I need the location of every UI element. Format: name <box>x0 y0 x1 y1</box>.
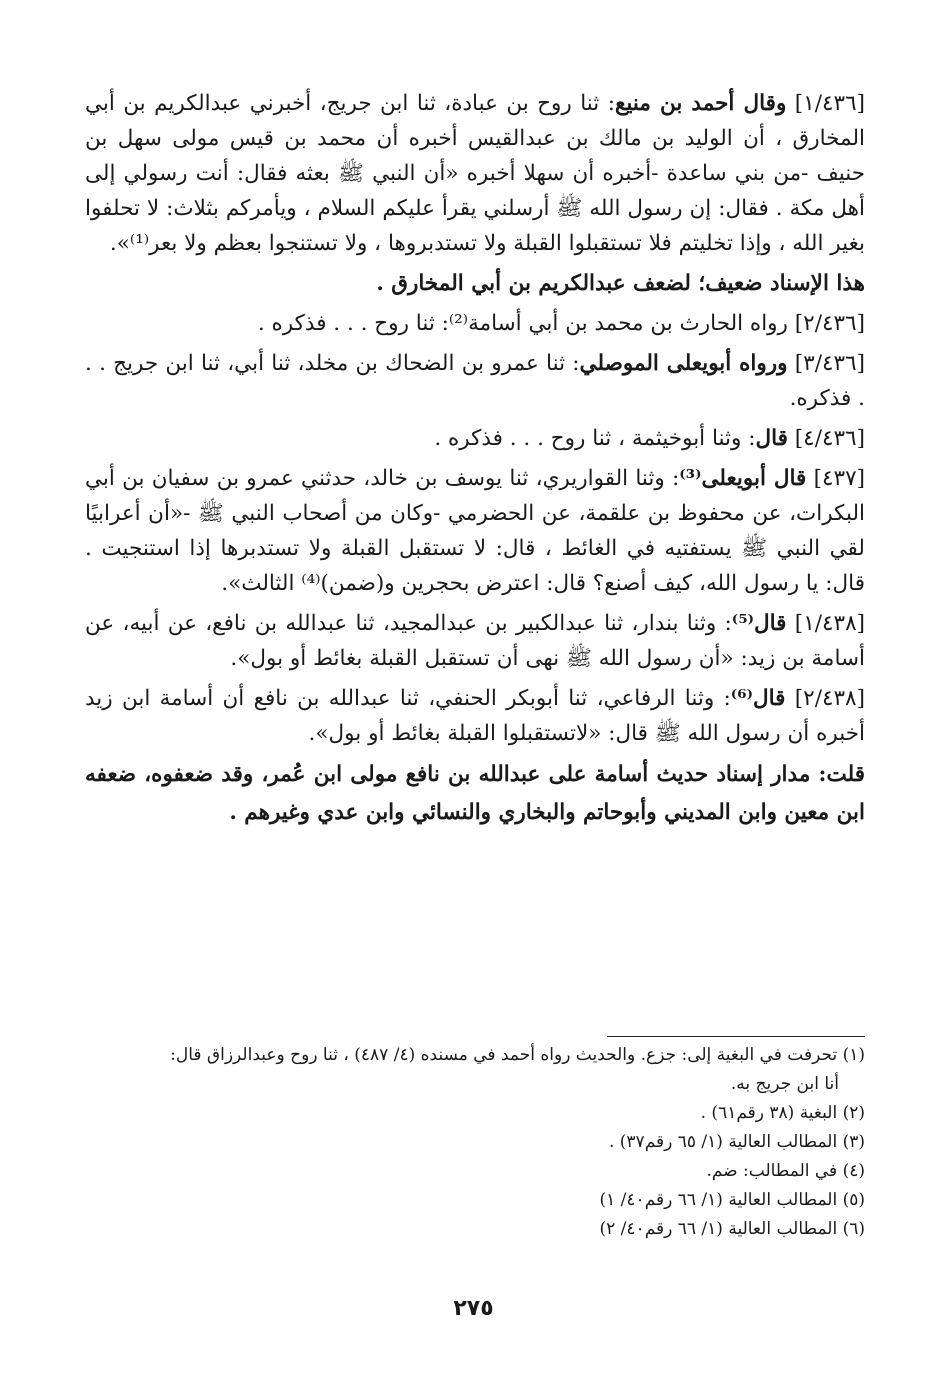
hadith-paragraph <box>85 421 865 456</box>
hadith-lead: قال <box>755 426 788 451</box>
hadith-lead: قال⁽⁶⁾ <box>730 686 786 711</box>
hadith-paragraph <box>85 346 865 416</box>
grading-paragraph <box>85 266 865 301</box>
hadith-text: : وثنا الرفاعي، ثنا أبوبكر الحنفي، ثنا عبدالله بن نافع أن أسامة ابن زيد أخبره أن رسول الله ﷺ قال: «لاتستقبلوا القبلة بغائط أو بول». <box>85 686 865 746</box>
footnote: (١) تحرفت في البغية إلى: جزع. والحديث رواه أحمد في مسنده (٤/ ٤٨٧) ، ثنا روح وعبدالرزاق قال: <box>170 1045 865 1065</box>
hadith-reference: [٤/٤٣٦] <box>794 426 865 451</box>
footnote: (٥) المطالب العالية (١/ ٦٦ رقم٤٠/ ١) <box>599 1190 865 1210</box>
hadith-text: : ثنا روح بن عبادة، ثنا ابن جريج، أخبرني عبدالكريم بن أبي المخارق ، أن الوليد بن مالك بن عبدالقيس أخبره أن محمد بن قيس مولى سهل بن حنيف -من بني ساعدة -أخبره أن سهلا أخبره «أن النبي ﷺ بعثه فقال: أنت رسولي إلى أهل مكة . فقال: إن رسول الله ﷺ أرسلني يقرأ عليكم السلام ، ويأمركم بثلاث: لا تحلفوا بغير الله ، وإذا تخليتم فلا تستقبلوا القبلة ولا تستدبروها ، ولا تستنجوا بعظم ولا بعر⁽¹⁾». <box>85 91 865 256</box>
hadith-paragraph <box>85 86 865 261</box>
footnote: (٦) المطالب العالية (١/ ٦٦ رقم٤٠/ ٢) <box>599 1219 865 1239</box>
hadith-paragraph <box>85 681 865 751</box>
hadith-reference: [٢/٤٣٦] <box>794 311 865 336</box>
hadith-paragraph <box>85 306 865 341</box>
hadith-reference: [٢/٤٣٨] <box>794 686 865 711</box>
hadith-paragraph <box>85 606 865 676</box>
hadith-reference: [١/٤٣٦] <box>794 91 865 116</box>
hadith-paragraph <box>85 461 865 601</box>
hadith-lead: ورواه أبويعلى الموصلي <box>579 351 788 376</box>
footnote: (٣) المطالب العالية (١/ ٦٥ رقم٣٧) . <box>608 1132 865 1152</box>
hadith-lead: قال أبويعلى⁽³⁾ <box>679 466 807 491</box>
footnote: (٢) البغية (٣٨ رقم٦١) . <box>700 1103 865 1123</box>
hadith-text: رواه الحارث بن محمد بن أبي أسامة⁽²⁾: ثنا روح . . . فذكره . <box>257 311 795 336</box>
hadith-lead: قال⁽⁵⁾ <box>731 611 787 636</box>
main-text <box>85 86 865 832</box>
hadith-reference: [١/٤٣٨] <box>794 611 866 636</box>
closing-paragraph: قلت: مدار إسناد حديث أسامة على عبدالله بن نافع مولى ابن عُمر، وقد ضعفوه، ضعفه ابن معين وابن المديني وأبوحاتم والبخاري والنسائي وابن عدي وغيرهم . <box>85 762 865 825</box>
page-number: ٢٧٥ <box>453 1296 494 1321</box>
hadith-text: : وثنا بندار، ثنا عبدالكبير بن عبدالمجيد، ثنا عبدالله بن نافع، عن أبيه، عن أسامة بن زيد: «أن رسول الله ﷺ نهى أن تستقبل القبلة بغائط أو بول». <box>85 611 865 671</box>
grading-text: هذا الإسناد ضعيف؛ لضعف عبدالكريم بن أبي المخارق . <box>376 271 865 296</box>
hadith-text: : وثنا القواريري، ثنا يوسف بن خالد، حدثني عمرو بن سفيان بن أبي البكرات، عن محفوظ بن علقمة، عن الحضرمي -وكان من أصحاب النبي ﷺ -«أن أعرابيًا لقي النبي ﷺ يستفتيه في الغائط ، قال: لا تستقبل القبلة ولا تستدبرها إذا استنجيت . قال: يا رسول الله، كيف أصنع؟ قال: اعترض بحجرين و(ضمن)⁽⁴⁾ الثالث». <box>85 466 865 596</box>
hadith-text: : ثنا عمرو بن الضحاك بن مخلد، ثنا أبي، ثنا ابن جريج . . . فذكره. <box>85 351 865 411</box>
footnote-continuation: أنا ابن جريج به. <box>730 1074 839 1094</box>
footnote: (٤) في المطالب: ضم. <box>706 1161 865 1181</box>
hadith-lead: وقال أحمد بن منيع <box>614 91 787 116</box>
hadith-reference: [٤٣٧] <box>813 466 866 491</box>
footnote-divider <box>607 1036 865 1037</box>
hadith-reference: [٣/٤٣٦] <box>794 351 865 376</box>
footnotes <box>85 1036 865 1244</box>
hadith-text: : وثنا أبوخيثمة ، ثنا روح . . . فذكره . <box>434 426 756 451</box>
